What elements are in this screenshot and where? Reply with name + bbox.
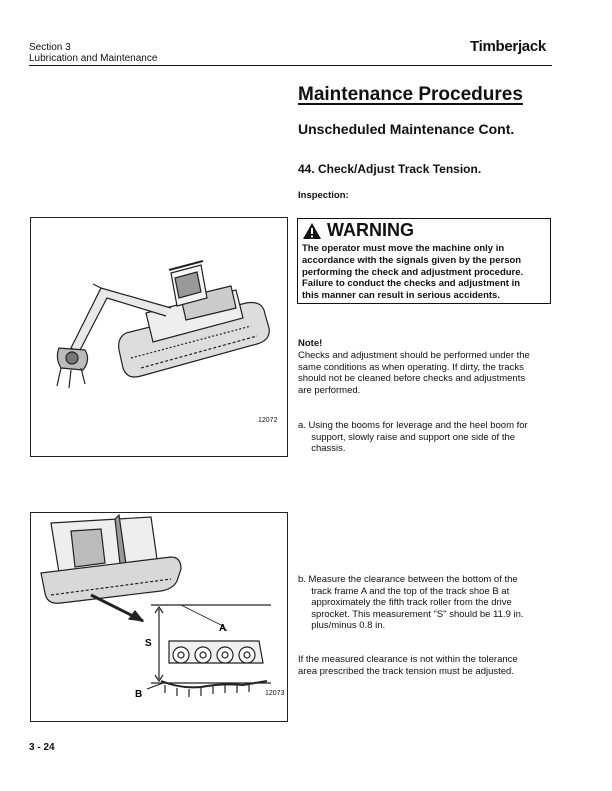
header-rule <box>29 65 552 66</box>
note-line: should not be cleaned before checks and adjustments <box>298 373 526 384</box>
note-line: Checks and adjustment should be performed under the <box>298 350 530 361</box>
step-b-line: track frame A and the top of the track shoe B at <box>298 585 510 597</box>
warning-line: Failure to conduct the checks and adjustment in <box>302 278 521 290</box>
warning-heading <box>302 220 414 241</box>
step-a-line: a. Using the booms for leverage and the heel boom for <box>298 420 528 431</box>
step-a-text <box>298 420 550 455</box>
step-b-line: b. Measure the clearance between the bottom of the <box>298 574 518 585</box>
section-header <box>29 42 157 64</box>
warning-line: accordance with the signals given by the person <box>302 254 522 266</box>
step-b-line: sprocket. This measurement "S" should be 11.9 in. <box>298 608 524 620</box>
machine-illustration <box>31 218 287 456</box>
note-text <box>298 350 548 396</box>
warning-box <box>297 218 551 304</box>
label-a: A <box>219 623 227 634</box>
tolerance-line: area prescribed the track tension must be adjusted. <box>298 665 514 677</box>
step-b-line: approximately the fifth track roller from the drive <box>298 597 512 608</box>
warning-text <box>302 243 546 302</box>
step-b-text <box>298 574 550 632</box>
label-s: S <box>145 638 152 649</box>
step-title: 44. Check/Adjust Track Tension. <box>298 162 482 176</box>
figure-1-number: 12072 <box>258 417 278 424</box>
page-number: 3 - 24 <box>29 742 55 753</box>
figure-2-number: 12073 <box>265 690 285 697</box>
label-b: B <box>135 689 143 700</box>
section-number: Section 3 <box>29 42 71 53</box>
warning-line: The operator must move the machine only in <box>302 243 505 254</box>
figure-track-clearance <box>30 512 288 722</box>
note-line: same conditions as when operating. If dirty, the tracks <box>298 361 524 373</box>
warning-line: performing the check and adjustment procedure. <box>302 266 524 278</box>
note-line: are performed. <box>298 384 361 396</box>
step-a-line: support, slowly raise and support one side of the <box>298 431 516 443</box>
step-b-line: plus/minus 0.8 in. <box>298 620 386 631</box>
figure-machine-raise <box>30 217 288 457</box>
brand-logo: Timberjack <box>470 38 546 55</box>
page-subtitle: Unscheduled Maintenance Cont. <box>298 121 515 137</box>
track-clearance-illustration <box>31 513 287 721</box>
section-title: Lubrication and Maintenance <box>29 53 158 64</box>
inspection-label: Inspection: <box>298 190 349 201</box>
note-title: Note! <box>298 338 323 349</box>
warning-line: this manner can result in serious accidents. <box>302 290 500 302</box>
warning-heading-text: WARNING <box>327 220 414 240</box>
warning-triangle-icon <box>302 222 322 240</box>
step-a-line: chassis. <box>298 443 346 454</box>
tolerance-text <box>298 654 550 677</box>
tolerance-line: If the measured clearance is not within the tolerance <box>298 654 518 665</box>
page-title: Maintenance Procedures <box>298 84 523 105</box>
